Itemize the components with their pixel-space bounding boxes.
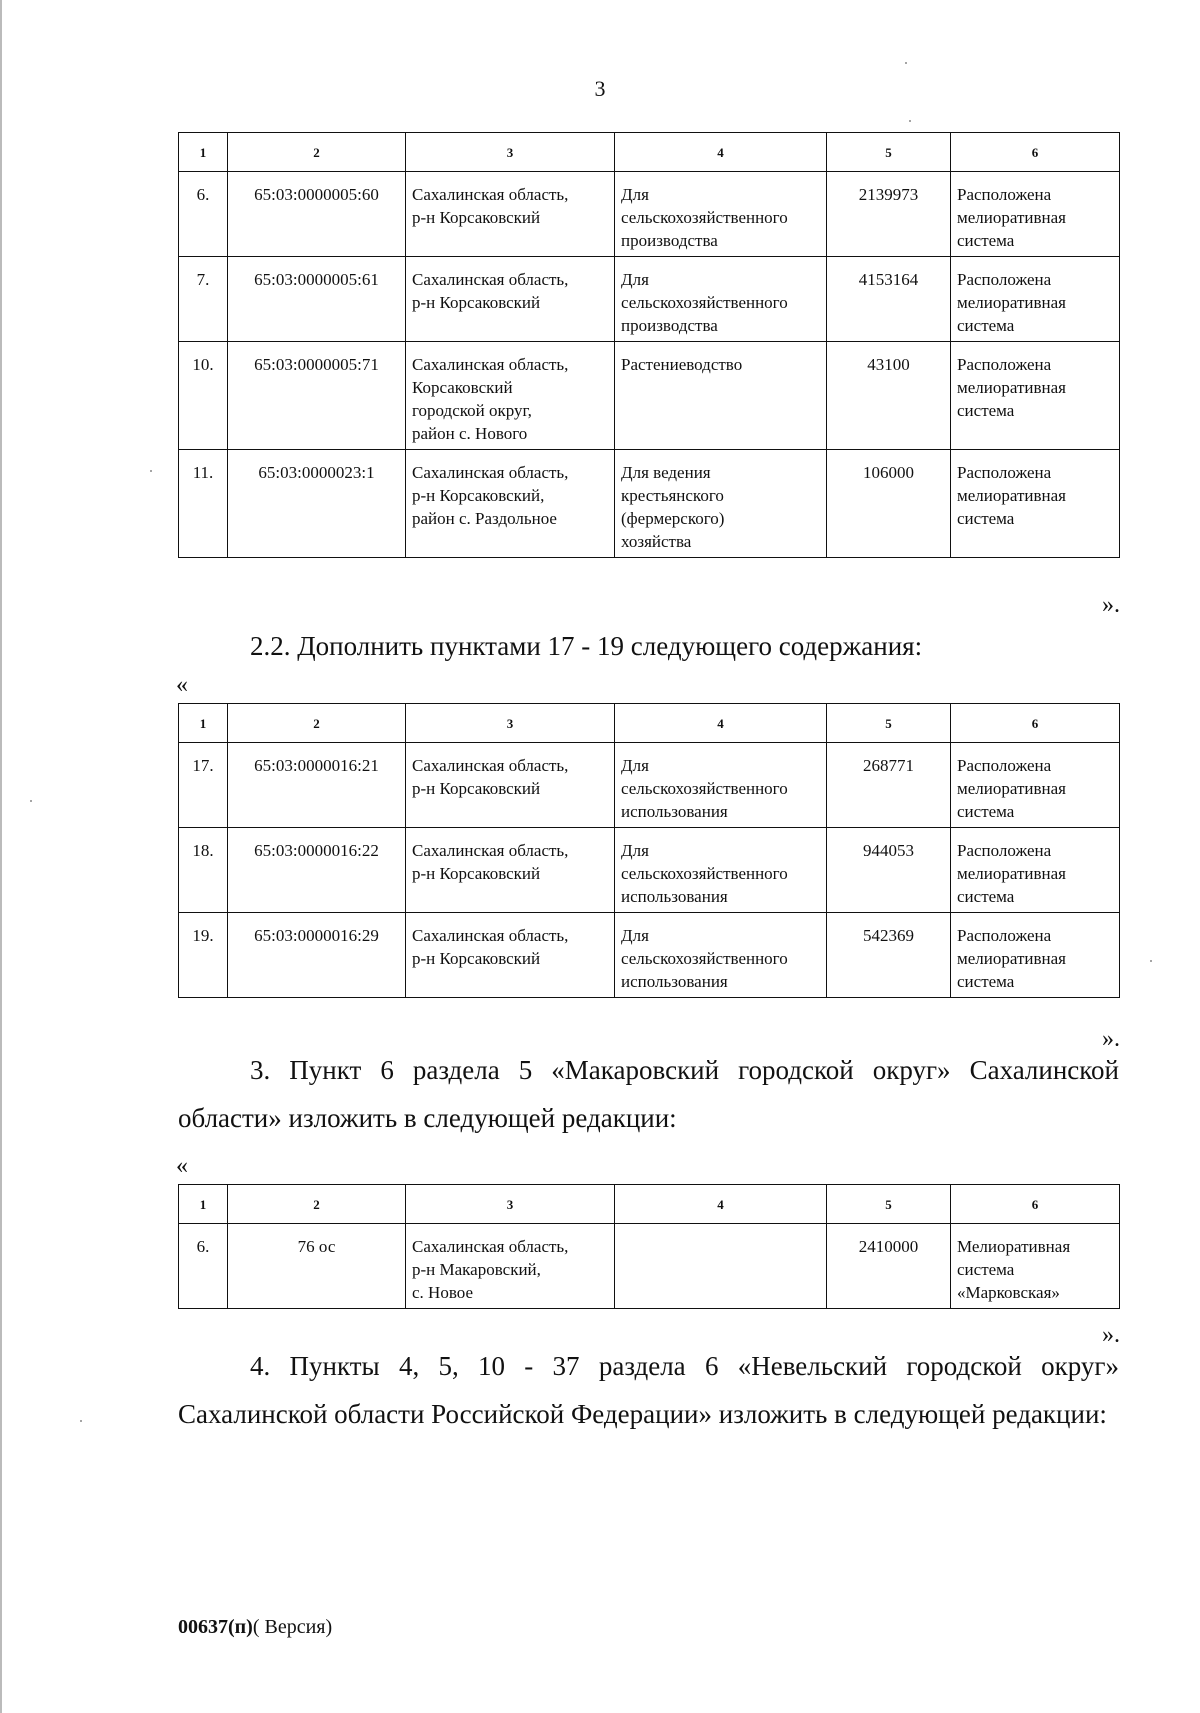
- permitted-use: [615, 1224, 827, 1309]
- plot-note: Расположена мелиоративная система: [951, 342, 1120, 450]
- col-header: 1: [179, 704, 228, 743]
- table-row: [179, 342, 1120, 450]
- plot-area: 43100: [827, 342, 951, 450]
- table-row: [179, 828, 1120, 913]
- row-number: 18.: [179, 828, 228, 913]
- row-number: 6.: [179, 172, 228, 257]
- closing-quote: ».: [1102, 592, 1120, 618]
- table-row: [179, 1224, 1120, 1309]
- col-header: 1: [179, 133, 228, 172]
- page-number: 3: [594, 76, 606, 101]
- scan-speck: [1150, 960, 1152, 962]
- plot-area: 106000: [827, 450, 951, 558]
- row-number: 6.: [179, 1224, 228, 1309]
- table-row: [179, 450, 1120, 558]
- cadastral-number: 65:03:0000005:60: [228, 172, 406, 257]
- plot-note: Расположена мелиоративная система: [951, 913, 1120, 998]
- plot-note: Расположена мелиоративная система: [951, 828, 1120, 913]
- cadastral-number: 65:03:0000005:71: [228, 342, 406, 450]
- table-header-row: [179, 704, 1120, 743]
- row-number: 10.: [179, 342, 228, 450]
- col-header: 5: [827, 133, 951, 172]
- paragraph-2-2: 2.2. Дополнить пунктами 17 - 19 следующего содержания:: [250, 631, 923, 661]
- table-row: [179, 257, 1120, 342]
- land-plots-table-2: [178, 703, 1120, 998]
- plot-address: Сахалинская область, Корсаковский городской округ, район с. Нового: [406, 342, 615, 450]
- plot-area: 268771: [827, 743, 951, 828]
- table-row: [179, 913, 1120, 998]
- permitted-use: Растениеводство: [615, 342, 827, 450]
- table-header-row: [179, 133, 1120, 172]
- col-header: 5: [827, 1185, 951, 1224]
- cadastral-number: 65:03:0000016:29: [228, 913, 406, 998]
- row-number: 11.: [179, 450, 228, 558]
- col-header: 2: [228, 704, 406, 743]
- land-plots-table-3: [178, 1184, 1120, 1309]
- permitted-use: Для сельскохозяйственного использования: [615, 828, 827, 913]
- plot-note: Расположена мелиоративная система: [951, 257, 1120, 342]
- plot-address: Сахалинская область, р-н Корсаковский, район с. Раздольное: [406, 450, 615, 558]
- cadastral-number: 65:03:0000005:61: [228, 257, 406, 342]
- plot-note: Расположена мелиоративная система: [951, 743, 1120, 828]
- cadastral-number: 65:03:0000023:1: [228, 450, 406, 558]
- permitted-use: Для сельскохозяйственного использования: [615, 743, 827, 828]
- scan-speck: [150, 470, 152, 472]
- document-footer: [178, 1616, 332, 1639]
- table-row: [179, 172, 1120, 257]
- plot-area: 944053: [827, 828, 951, 913]
- plot-address: Сахалинская область, р-н Макаровский, с. Новое: [406, 1224, 615, 1309]
- closing-quote: ».: [1102, 1322, 1120, 1348]
- row-number: 19.: [179, 913, 228, 998]
- col-header: 2: [228, 133, 406, 172]
- col-header: 1: [179, 1185, 228, 1224]
- plot-note: Мелиоративная система «Марковская»: [951, 1224, 1120, 1309]
- cadastral-number: 65:03:0000016:22: [228, 828, 406, 913]
- plot-note: Расположена мелиоративная система: [951, 450, 1120, 558]
- col-header: 6: [951, 704, 1120, 743]
- scan-speck: [909, 120, 911, 122]
- opening-quote: «: [176, 1153, 188, 1179]
- row-number: 7.: [179, 257, 228, 342]
- permitted-use: Для сельскохозяйственного производства: [615, 257, 827, 342]
- cadastral-number: 65:03:0000016:21: [228, 743, 406, 828]
- document-version: ( Версия): [252, 1616, 333, 1638]
- col-header: 4: [615, 1185, 827, 1224]
- plot-address: Сахалинская область, р-н Корсаковский: [406, 172, 615, 257]
- permitted-use: Для сельскохозяйственного использования: [615, 913, 827, 998]
- col-header: 3: [406, 1185, 615, 1224]
- row-number: 17.: [179, 743, 228, 828]
- plot-area: 2139973: [827, 172, 951, 257]
- table-header-row: [179, 1185, 1120, 1224]
- scan-speck: [30, 800, 32, 802]
- plot-area: 4153164: [827, 257, 951, 342]
- closing-quote: ».: [1102, 1026, 1120, 1052]
- cadastral-number: 76 ос: [228, 1224, 406, 1309]
- table-row: [179, 743, 1120, 828]
- plot-note: Расположена мелиоративная система: [951, 172, 1120, 257]
- col-header: 4: [615, 133, 827, 172]
- col-header: 3: [406, 133, 615, 172]
- plot-area: 542369: [827, 913, 951, 998]
- plot-area: 2410000: [827, 1224, 951, 1309]
- plot-address: Сахалинская область, р-н Корсаковский: [406, 743, 615, 828]
- document-code: 00637(п): [178, 1616, 253, 1638]
- opening-quote: «: [176, 672, 188, 698]
- plot-address: Сахалинская область, р-н Корсаковский: [406, 828, 615, 913]
- land-plots-table-1: [178, 132, 1120, 558]
- col-header: 5: [827, 704, 951, 743]
- paragraph-3: 3. Пункт 6 раздела 5 «Макаровский городской округ» Сахалинской области» изложить в следующей редакции:: [178, 1055, 1119, 1133]
- scan-speck: [80, 1420, 82, 1422]
- col-header: 6: [951, 133, 1120, 172]
- paragraph-4: 4. Пункты 4, 5, 10 - 37 раздела 6 «Невельский городской округ» Сахалинской области Российской Федерации» изложить в следующей редакции:: [178, 1351, 1119, 1429]
- permitted-use: Для сельскохозяйственного производства: [615, 172, 827, 257]
- permitted-use: Для ведения крестьянского (фермерского) хозяйства: [615, 450, 827, 558]
- plot-address: Сахалинская область, р-н Корсаковский: [406, 257, 615, 342]
- scan-speck: [905, 62, 907, 64]
- col-header: 4: [615, 704, 827, 743]
- col-header: 3: [406, 704, 615, 743]
- plot-address: Сахалинская область, р-н Корсаковский: [406, 913, 615, 998]
- scan-edge: [0, 0, 2, 1713]
- col-header: 6: [951, 1185, 1120, 1224]
- col-header: 2: [228, 1185, 406, 1224]
